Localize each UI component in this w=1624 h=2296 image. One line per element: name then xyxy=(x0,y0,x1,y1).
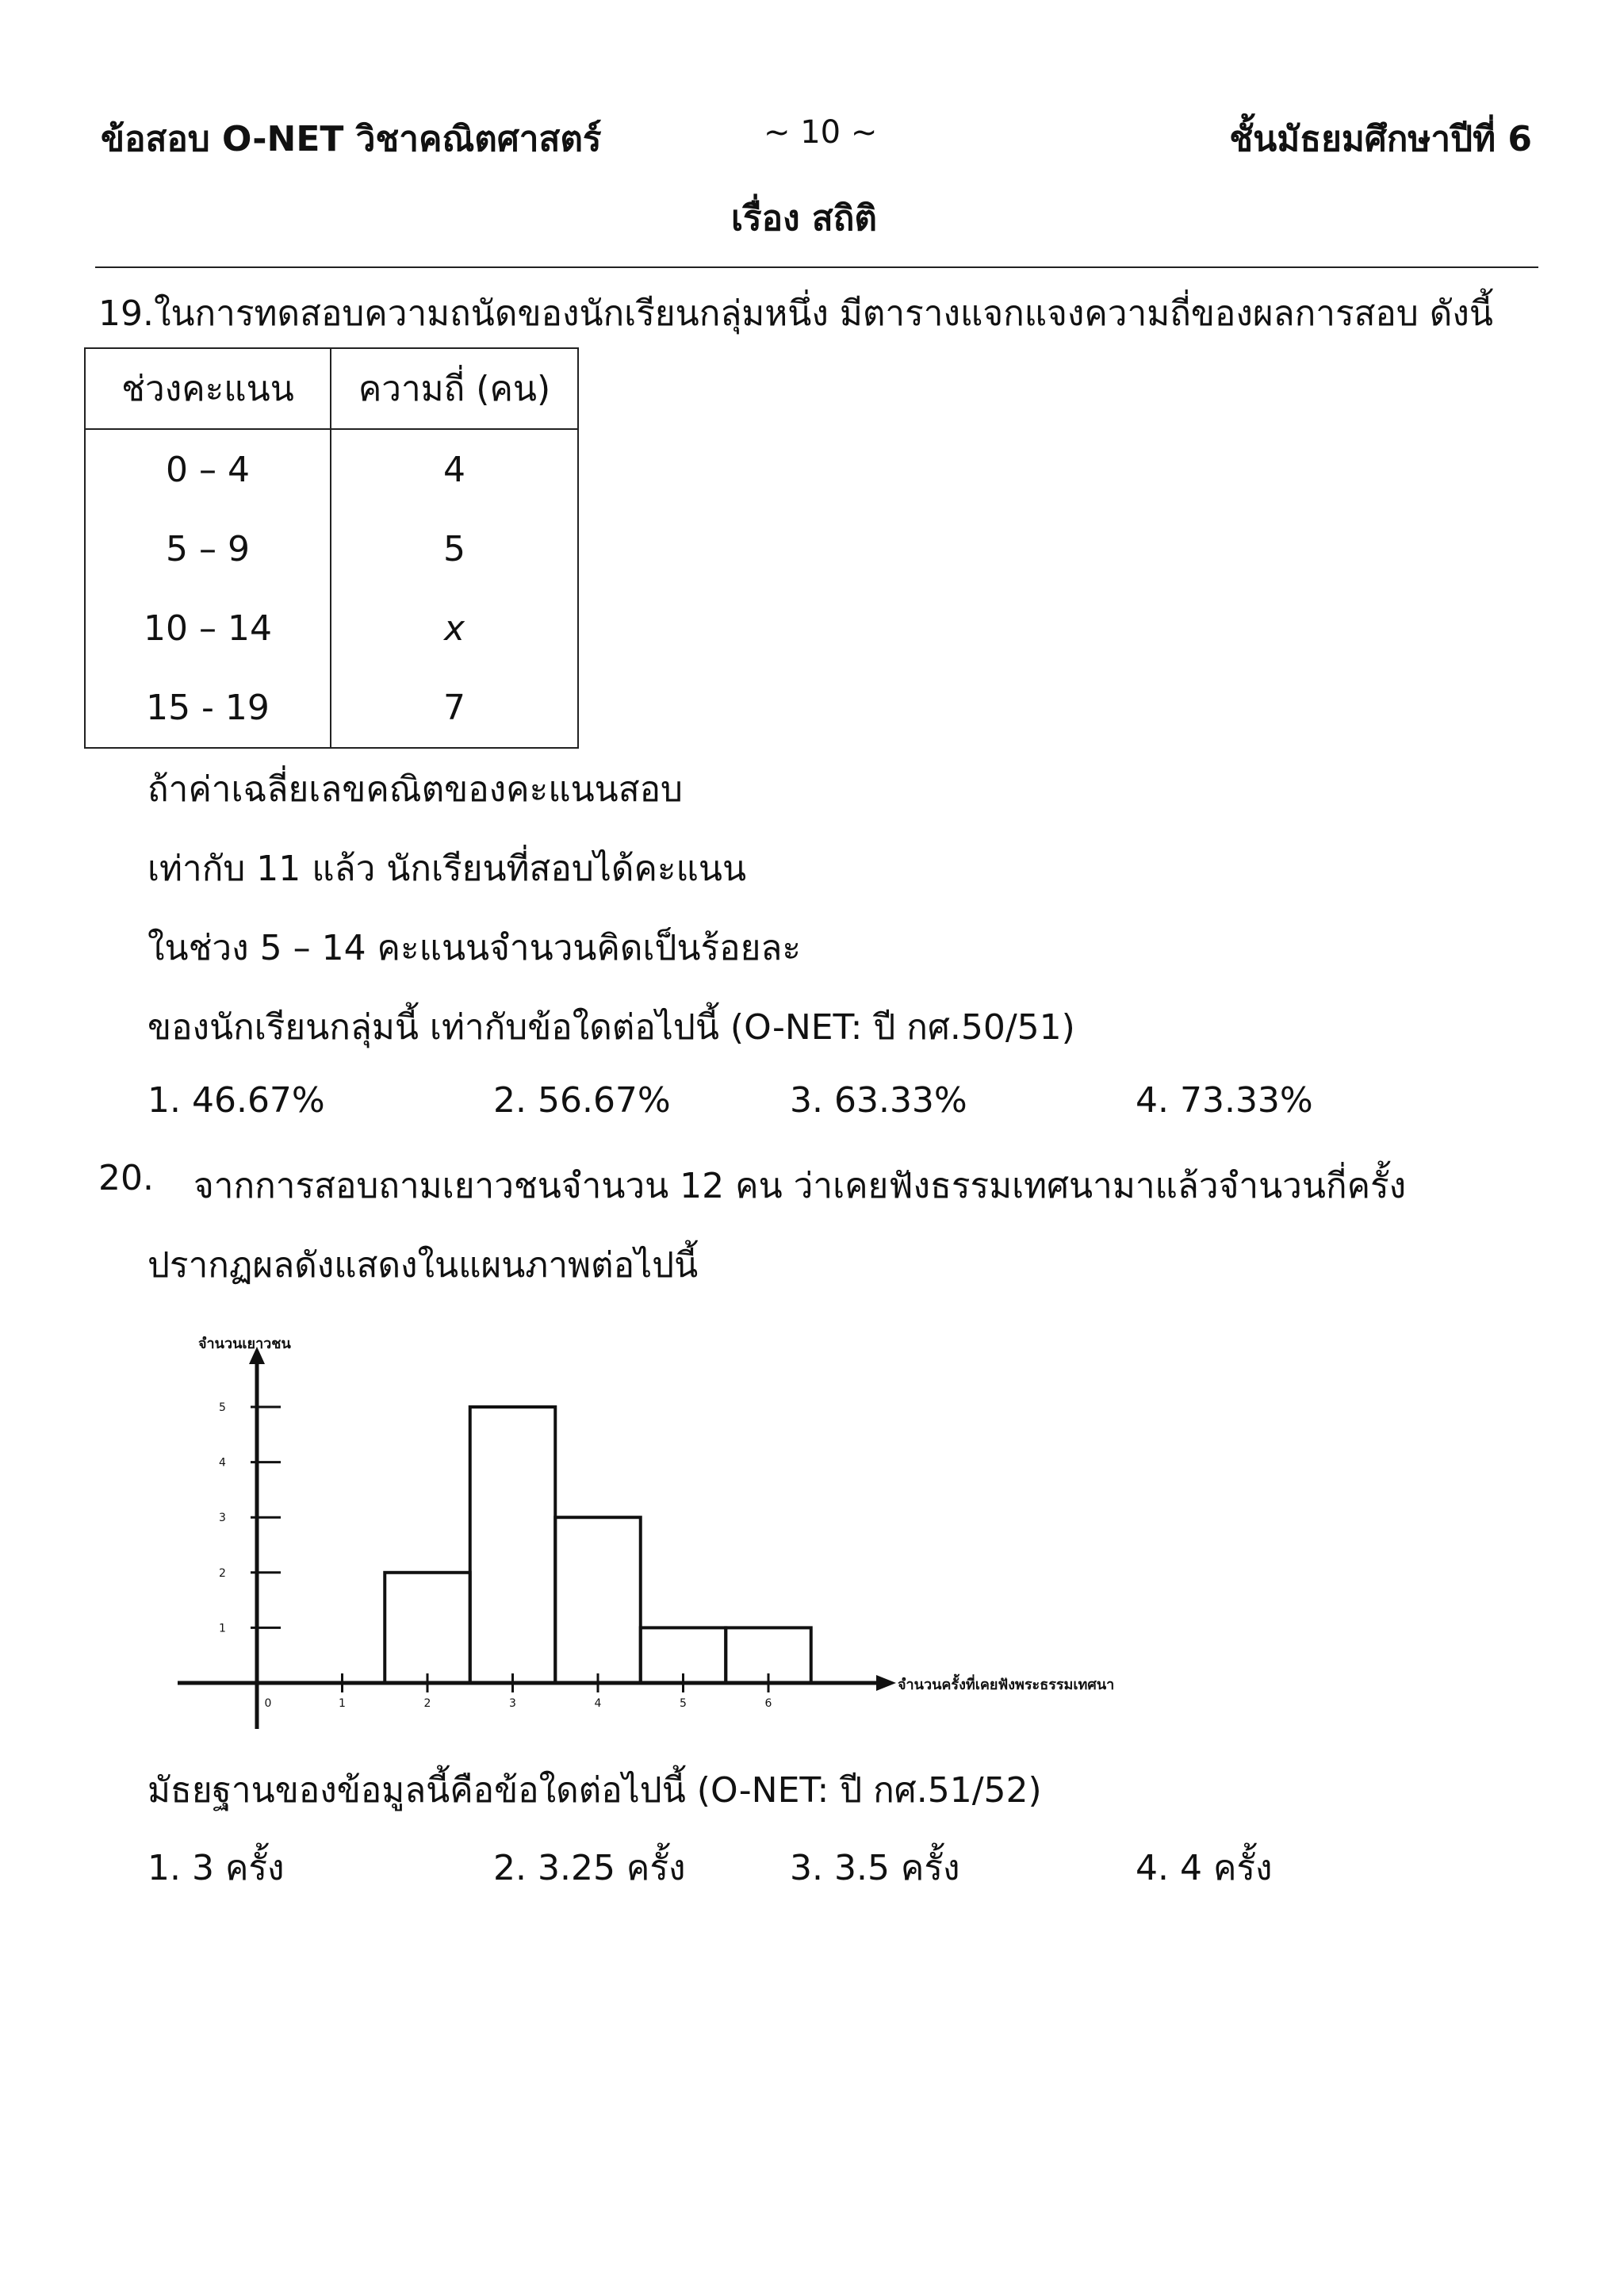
q20-stem-line1: จากการสอบถามเยาวชนจำนวน 12 คน ว่าเคยฟังธรรมเทศนามาแล้วจำนวนกี่ครั้ง xyxy=(193,1166,1407,1206)
x-tick-label: 1 xyxy=(339,1697,346,1710)
q19-line: เท่ากับ 11 แล้ว นักเรียนที่สอบได้คะแนน xyxy=(147,849,747,889)
histogram-bar xyxy=(470,1407,556,1683)
y-tick-label: 3 xyxy=(219,1512,226,1525)
q19-choice: 3. 63.33% xyxy=(790,1080,967,1121)
q20-choice: 3. 3.5 ครั้ง xyxy=(790,1848,960,1888)
table-row xyxy=(85,509,578,588)
q19-choice: 2. 56.67% xyxy=(493,1080,671,1121)
table-cell: 0 – 4 xyxy=(85,429,331,509)
y-axis-title: จำนวนเยาวชน xyxy=(198,1336,291,1352)
y-tick-label: 5 xyxy=(219,1401,226,1414)
table-cell: 5 – 9 xyxy=(85,509,331,588)
header-right-title: ชั้นมัธยมศึกษาปีที่ 6 xyxy=(1229,119,1532,159)
table-cell: 4 xyxy=(331,429,578,509)
page-number: ~ 10 ~ xyxy=(764,114,878,151)
q19-choice: 4. 73.33% xyxy=(1136,1080,1313,1121)
header-divider xyxy=(95,266,1538,268)
histogram-bar xyxy=(555,1517,641,1683)
x-tick-label: 4 xyxy=(594,1697,602,1710)
q20-choice: 2. 3.25 ครั้ง xyxy=(493,1848,686,1888)
y-tick-label: 1 xyxy=(219,1622,226,1635)
q19-line: ของนักเรียนกลุ่มนี้ เท่ากับข้อใดต่อไปนี้ (O-NET: ปี กศ.50/51) xyxy=(147,1007,1075,1048)
x-tick-label: 0 xyxy=(264,1697,272,1710)
table-header-cell: ความถี่ (คน) xyxy=(331,348,578,429)
x-tick-label: 5 xyxy=(680,1697,687,1710)
histogram-chart xyxy=(167,1317,1197,1745)
x-tick-label: 6 xyxy=(764,1697,772,1710)
q19-line: ถ้าค่าเฉลี่ยเลขคณิตของคะแนนสอบ xyxy=(147,769,683,810)
y-tick-label: 4 xyxy=(219,1456,226,1470)
table-cell: x xyxy=(331,588,578,668)
header-left-title: ข้อสอบ O-NET วิชาคณิตศาสตร์ xyxy=(101,119,602,159)
table-row xyxy=(85,668,578,748)
table-row xyxy=(85,588,578,668)
table-cell: 5 xyxy=(331,509,578,588)
q19-line: ในช่วง 5 – 14 คะแนนจำนวนคิดเป็นร้อยละ xyxy=(147,928,801,968)
table-cell: 15 - 19 xyxy=(85,668,331,748)
q20-question: มัธยฐานของข้อมูลนี้คือข้อใดต่อไปนี้ (O-NET: ปี กศ.51/52) xyxy=(147,1770,1042,1811)
q20-number: 20. xyxy=(98,1158,154,1198)
histogram-bar xyxy=(385,1573,470,1683)
q20-choice: 1. 3 ครั้ง xyxy=(147,1848,285,1888)
q20-stem-line2: ปรากฏผลดังแสดงในแผนภาพต่อไปนี้ xyxy=(147,1245,699,1286)
x-axis-title: จำนวนครั้งที่เคยฟังพระธรรมเทศนา xyxy=(898,1677,1115,1693)
table-header-cell: ช่วงคะแนน xyxy=(85,348,331,429)
table-header-row xyxy=(85,348,578,429)
q19-stem: 19.ในการทดสอบความถนัดของนักเรียนกลุ่มหนึ่ง มีตารางแจกแจงความถี่ของผลการสอบ ดังนี้ xyxy=(98,293,1493,334)
q20-choice: 4. 4 ครั้ง xyxy=(1136,1848,1273,1888)
x-tick-label: 2 xyxy=(423,1697,431,1710)
table-row xyxy=(85,429,578,509)
x-tick-label: 3 xyxy=(509,1697,516,1710)
section-subtitle: เรื่อง สถิติ xyxy=(731,198,877,239)
x-axis-arrow xyxy=(876,1675,896,1691)
y-tick-label: 2 xyxy=(219,1566,226,1580)
frequency-table xyxy=(84,347,579,749)
q19-choice: 1. 46.67% xyxy=(147,1080,325,1121)
table-cell: 10 – 14 xyxy=(85,588,331,668)
table-cell: 7 xyxy=(331,668,578,748)
